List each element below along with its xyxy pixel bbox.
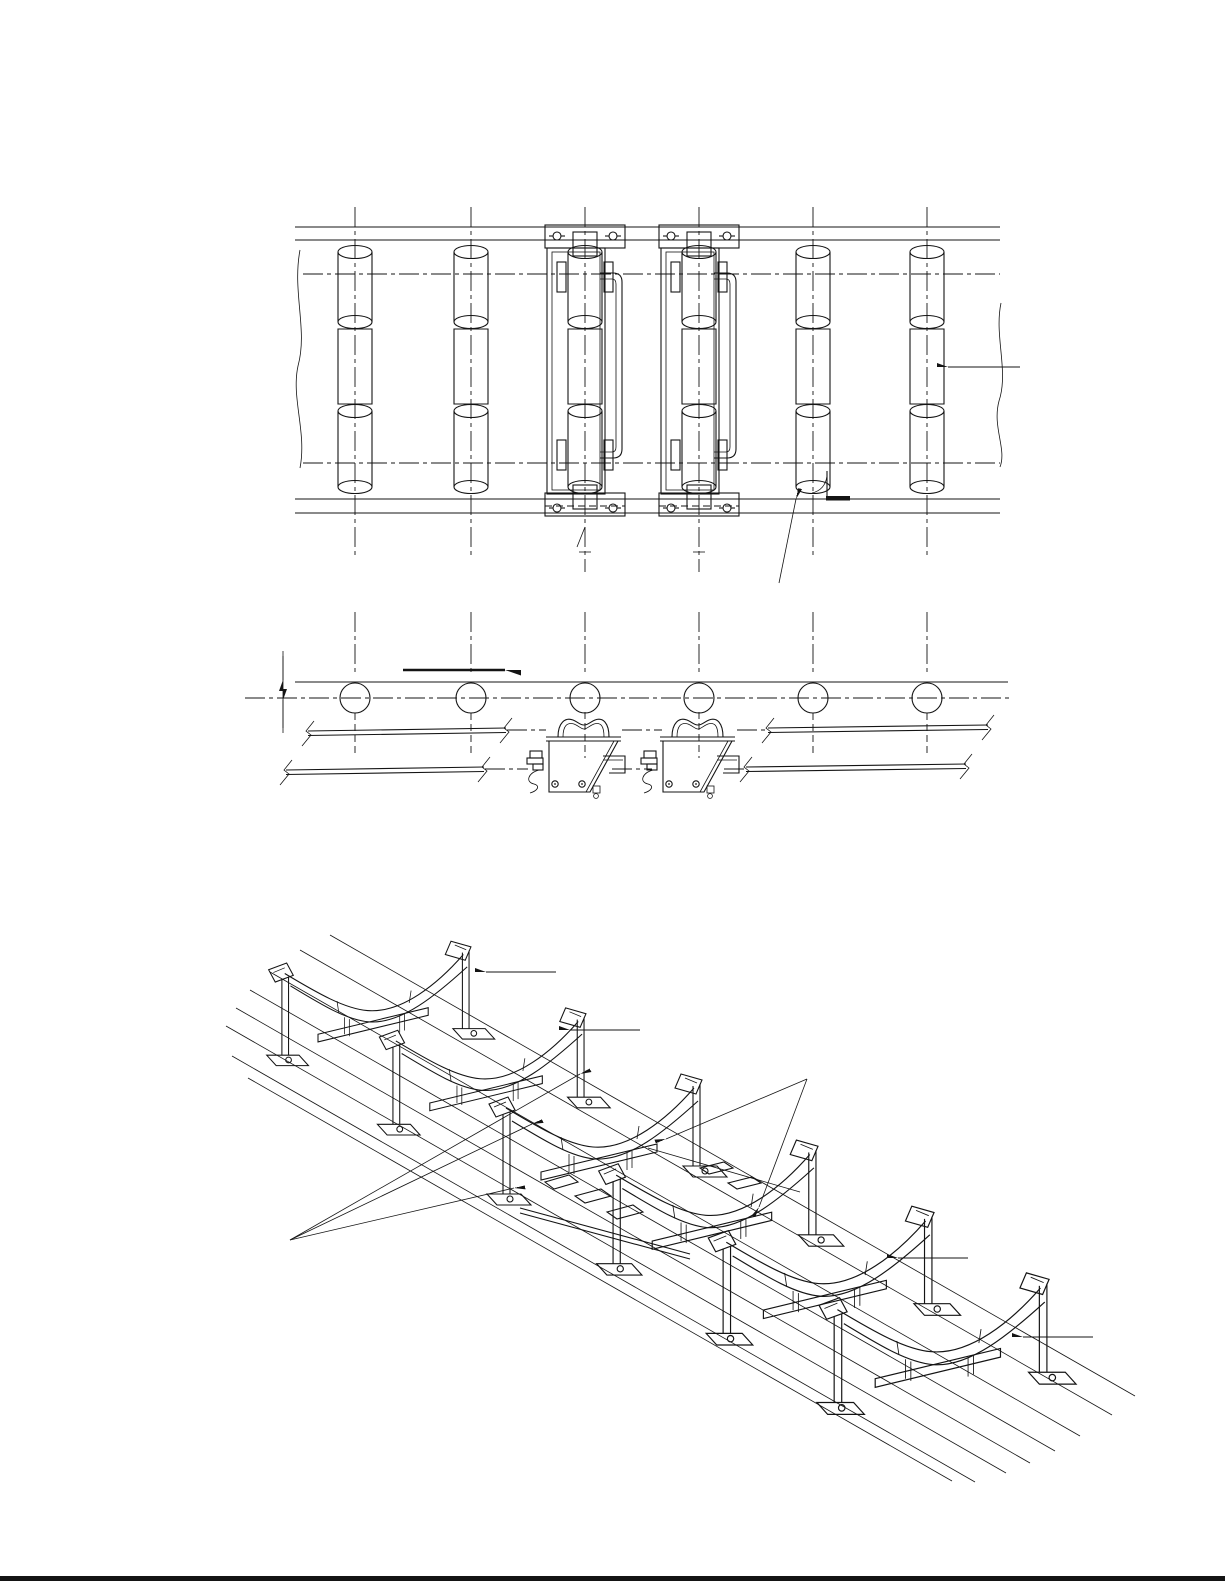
iso-idler-station bbox=[267, 941, 495, 1065]
station-centerlines-upper bbox=[355, 612, 927, 675]
plan-view bbox=[295, 207, 1020, 583]
idler-station-plan bbox=[338, 207, 372, 558]
stringer-segment-left bbox=[280, 718, 512, 785]
elevation-view bbox=[245, 612, 1012, 798]
iso-idler-station bbox=[817, 1273, 1076, 1414]
break-line-left bbox=[296, 250, 302, 468]
idler-station-plan bbox=[796, 207, 830, 558]
belt-edge-centerlines bbox=[303, 274, 1000, 463]
right-angle-symbol bbox=[812, 471, 850, 501]
page-footer-rule bbox=[0, 1576, 1225, 1581]
load-cell-assembly bbox=[527, 712, 625, 798]
break-line-right bbox=[997, 303, 1002, 467]
leader-arrow-roll-end bbox=[779, 499, 796, 583]
stringer-segment-right bbox=[740, 715, 994, 782]
conveyor-stringer-top bbox=[295, 227, 1000, 240]
iso-idler-station bbox=[377, 1008, 610, 1135]
iso-scale-hardware bbox=[520, 1148, 800, 1259]
station-centerlines-lower bbox=[355, 713, 927, 756]
idler-station-plan bbox=[454, 207, 488, 558]
scale-carriage-plan bbox=[545, 207, 625, 572]
isometric-view bbox=[226, 935, 1135, 1482]
scale-carriage-plan bbox=[659, 207, 739, 572]
idler-station-plan bbox=[910, 207, 944, 558]
leader-fan-left bbox=[290, 1074, 580, 1240]
conveyor-stringer-bottom bbox=[295, 499, 1000, 513]
load-cell-assembly bbox=[641, 712, 739, 798]
